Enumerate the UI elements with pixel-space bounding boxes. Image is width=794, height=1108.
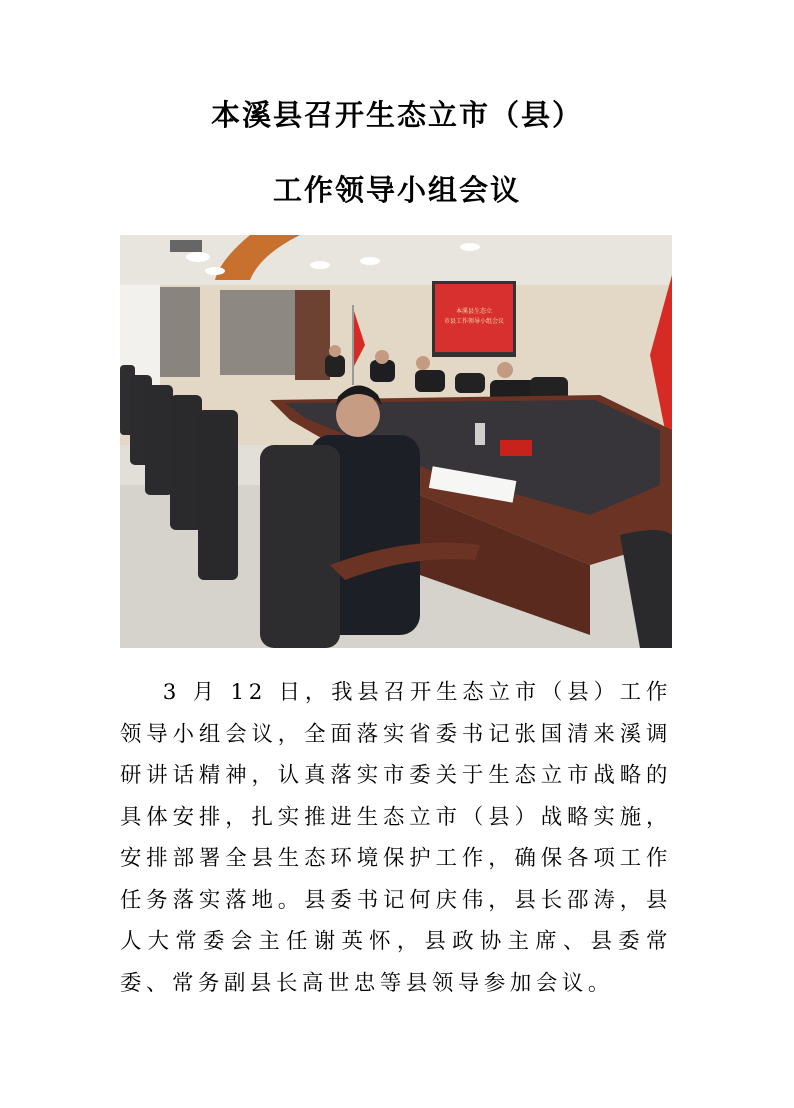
article-title-line-2: 工作领导小组会议 <box>272 173 521 207</box>
screen-banner-line-1: 本溪县生态立 <box>455 308 493 315</box>
meeting-photo <box>120 235 672 648</box>
article-title-line-1: 本溪县召开生态立市（县） <box>210 98 583 132</box>
screen-banner-line-2: 市县工作领导小组会议 <box>443 318 505 325</box>
article-body-paragraph: 3 月 12 日，我县召开生态立市（县）工作领导小组会议，全面落实省委书记张国清来溪调研讲话精神，认真落实市委关于生态立市战略的具体安排，扎实推进生态立市（县）战略实施，安排部署全县生态环境保护工作，确保各项工作任务落实落地。县委书记何庆伟，县长邵涛，县人大常委会主任谢英怀，县政协主席、县委常委、常务副县长高世忠等县领导参加会议。 <box>120 680 672 996</box>
